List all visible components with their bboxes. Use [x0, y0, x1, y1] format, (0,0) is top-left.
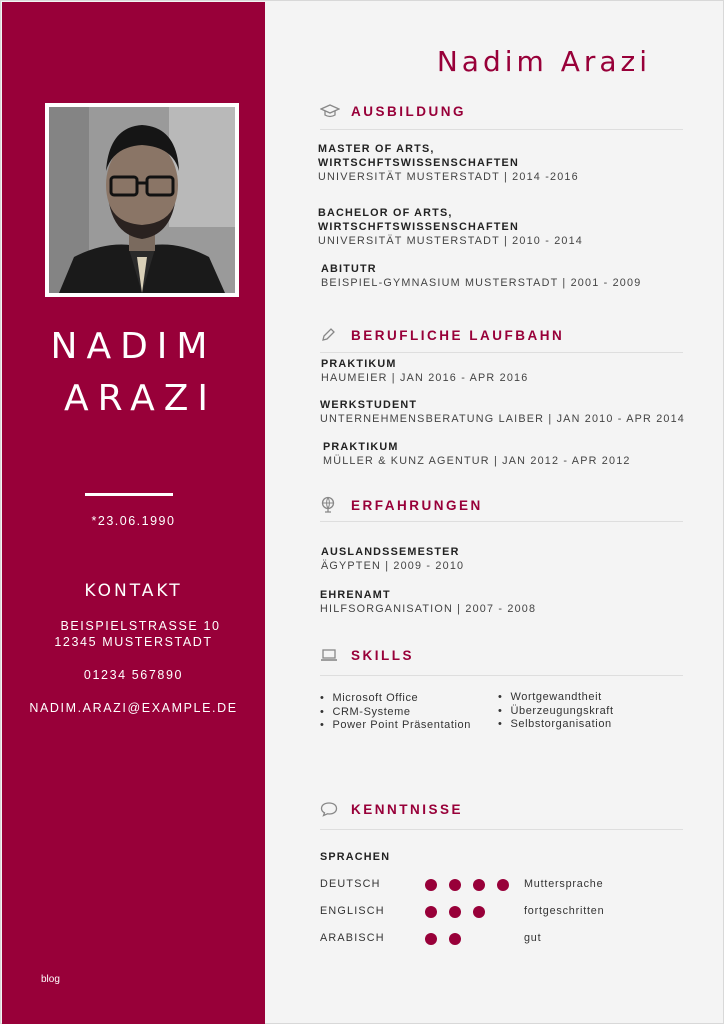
education-entry — [321, 262, 641, 290]
language-row — [320, 878, 680, 892]
sidebar-name-last: ARAZI — [63, 378, 218, 419]
entry-title: WIRTSCHFTSWISSENSCHAFTEN — [318, 157, 519, 169]
entry-title: PRAKTIKUM — [321, 358, 397, 370]
level-dot — [473, 906, 485, 918]
entry-title: MASTER OF ARTS, — [318, 143, 435, 155]
level-dot — [425, 933, 437, 945]
skill-item: • Überzeugungskraft — [498, 705, 614, 719]
language-row — [320, 932, 680, 946]
level-dot — [425, 879, 437, 891]
entry-subtitle: UNIVERSITÄT MUSTERSTADT | 2010 - 2014 — [318, 235, 584, 247]
profile-photo-frame — [45, 103, 239, 297]
section-divider — [320, 675, 683, 676]
language-level: fortgeschritten — [524, 905, 605, 917]
language-name: ENGLISCH — [320, 905, 385, 917]
page-title: Nadim Arazi — [436, 45, 651, 78]
language-level-dots — [425, 906, 497, 918]
entry-subtitle: HILFSORGANISATION | 2007 - 2008 — [320, 603, 537, 615]
language-level: Muttersprache — [524, 878, 604, 890]
section-divider — [320, 829, 683, 830]
sidebar — [2, 2, 265, 1024]
profile-photo — [49, 107, 235, 293]
experience-heading — [320, 496, 483, 514]
sidebar-name-first: NADIM — [50, 326, 217, 367]
section-divider — [320, 521, 683, 522]
language-name: ARABISCH — [320, 932, 385, 944]
entry-subtitle: ÄGYPTEN | 2009 - 2010 — [321, 560, 465, 572]
phone-number: 01234 567890 — [83, 668, 184, 682]
skills-list-right — [498, 691, 614, 732]
career-entry — [321, 357, 528, 385]
experience-entry — [321, 545, 464, 573]
knowledge-title: KENNTNISSE — [351, 801, 464, 817]
career-entry — [320, 398, 685, 426]
entry-subtitle: UNIVERSITÄT MUSTERSTADT | 2014 -2016 — [318, 171, 579, 183]
divider — [85, 493, 173, 496]
skills-list-left — [320, 692, 471, 733]
footer-label: blog — [41, 974, 60, 985]
education-entry — [318, 142, 579, 184]
education-entry — [318, 206, 583, 248]
experience-entry — [320, 588, 536, 616]
globe-icon — [320, 496, 342, 514]
skill-item: • CRM-Systeme — [320, 706, 471, 720]
languages-title: SPRACHEN — [320, 851, 391, 863]
knowledge-heading — [320, 800, 463, 818]
experience-title: ERFAHRUNGEN — [351, 497, 483, 513]
entry-subtitle: UNTERNEHMENSBERATUNG LAIBER | JAN 2010 - APR 2014 — [320, 413, 686, 425]
career-entry — [323, 440, 631, 468]
entry-title: WIRTSCHFTSWISSENSCHAFTEN — [318, 221, 519, 233]
entry-title: PRAKTIKUM — [323, 441, 399, 453]
career-heading — [320, 326, 564, 344]
level-dot — [497, 879, 509, 891]
level-dot — [425, 906, 437, 918]
language-name: DEUTSCH — [320, 878, 381, 890]
pencil-icon — [320, 326, 342, 344]
skills-title: SKILLS — [351, 647, 415, 663]
speech-bubble-icon — [320, 800, 342, 818]
entry-title: WERKSTUDENT — [320, 399, 418, 411]
skills-heading — [320, 646, 414, 664]
section-divider — [320, 129, 683, 130]
skill-item: • Power Point Präsentation — [320, 719, 471, 733]
graduation-cap-icon — [320, 102, 342, 120]
skill-item: • Selbstorganisation — [498, 718, 614, 732]
entry-subtitle: MÜLLER & KUNZ AGENTUR | JAN 2012 - APR 2012 — [323, 455, 631, 467]
skill-item: • Microsoft Office — [320, 692, 471, 706]
level-dot — [449, 906, 461, 918]
address-street: BEISPIELSTRASSE 10 — [60, 619, 221, 633]
entry-title: ABITUTR — [321, 263, 377, 275]
level-dot — [473, 879, 485, 891]
skill-item: • Wortgewandtheit — [498, 691, 614, 705]
address-city: 12345 MUSTERSTADT — [54, 635, 213, 649]
language-level-dots — [425, 933, 473, 945]
email-address[interactable]: NADIM.ARAZI@EXAMPLE.DE — [29, 701, 238, 715]
education-heading — [320, 102, 466, 120]
education-title: AUSBILDUNG — [351, 103, 466, 119]
entry-title: AUSLANDSSEMESTER — [321, 546, 460, 558]
entry-subtitle: HAUMEIER | JAN 2016 - APR 2016 — [321, 372, 529, 384]
language-level-dots — [425, 879, 521, 891]
level-dot — [449, 879, 461, 891]
language-level: gut — [524, 932, 542, 944]
entry-title: BACHELOR OF ARTS, — [318, 207, 453, 219]
contact-heading: KONTAKT — [84, 581, 183, 601]
level-dot — [449, 933, 461, 945]
entry-subtitle: BEISPIEL-GYMNASIUM MUSTERSTADT | 2001 - 2009 — [321, 277, 642, 289]
birthdate: *23.06.1990 — [91, 514, 176, 528]
laptop-icon — [320, 646, 342, 664]
section-divider — [320, 352, 683, 353]
language-row — [320, 905, 680, 919]
entry-title: EHRENAMT — [320, 589, 391, 601]
career-title: BERUFLICHE LAUFBAHN — [351, 327, 565, 343]
